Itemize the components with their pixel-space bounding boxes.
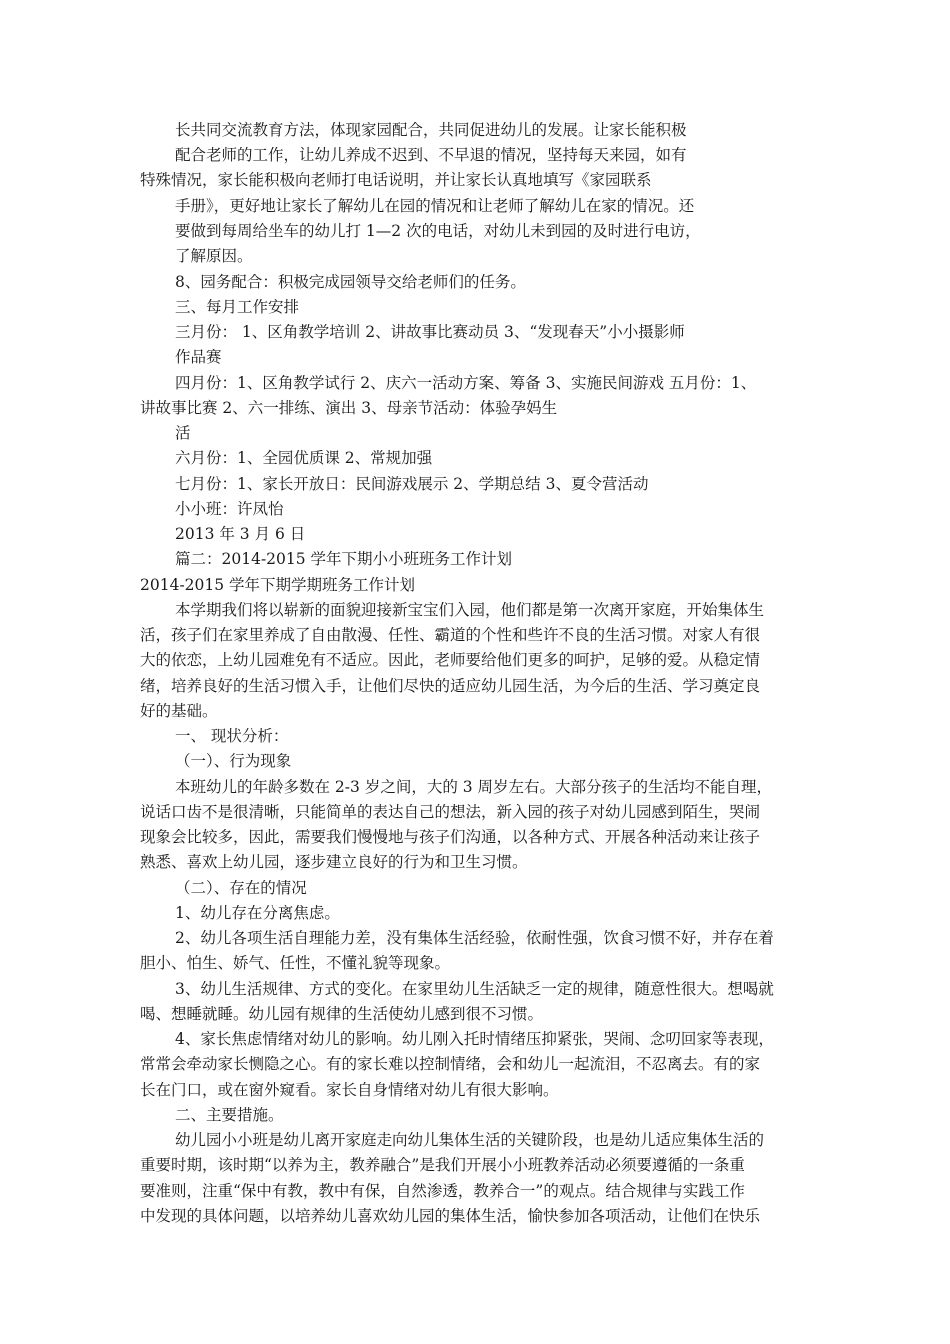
text-line: 大的依恋，上幼儿园难免有不适应。因此，老师要给他们更多的呵护，足够的爱。从稳定情 <box>140 651 761 669</box>
text-line: 好的基础。 <box>140 702 218 720</box>
text-line: 熟悉、喜欢上幼儿园，逐步建立良好的行为和卫生习惯。 <box>140 853 528 871</box>
text-line: 1、幼儿存在分离焦虑。 <box>175 904 340 922</box>
text-line: 说话口齿不是很清晰，只能简单的表达自己的想法，新入园的孩子对幼儿园感到陌生，哭闹 <box>140 803 761 821</box>
text-line: 三月份： 1、区角教学培训 2、讲故事比赛动员 3、“发现春天”小小摄影师 <box>175 323 685 341</box>
text-line: 3、幼儿生活规律、方式的变化。在家里幼儿生活缺乏一定的规律，随意性很大。想喝就 <box>175 980 774 998</box>
text-line: 长在门口，或在窗外窥看。家长自身情绪对幼儿有很大影响。 <box>140 1081 559 1099</box>
text-line: 幼儿园小小班是幼儿离开家庭走向幼儿集体生活的关键阶段，也是幼儿适应集体生活的 <box>175 1131 765 1149</box>
date-line: 2013 年 3 月 6 日 <box>175 525 306 543</box>
text-line: 要做到每周给坐车的幼儿打 1—2 次的电话，对幼儿未到园的及时进行电访， <box>175 222 701 240</box>
text-line: 特殊情况，家长能积极向老师打电话说明，并让家长认真地填写《家园联系 <box>140 171 652 189</box>
text-line: 本学期我们将以崭新的面貌迎接新宝宝们入园，他们都是第一次离开家庭，开始集体生 <box>175 601 765 619</box>
text-line: 六月份：1、全园优质课 2、常规加强 <box>175 449 433 467</box>
document-title: 2014-2015 学年下期学期班务工作计划 <box>140 576 416 594</box>
signature-line: 小小班：许凤怡 <box>175 500 284 518</box>
text-line: 重要时期，该时期“以养为主，教养融合”是我们开展小小班教养活动必须要遵循的一条重 <box>140 1156 745 1174</box>
text-line: 4、家长焦虑情绪对幼儿的影响。幼儿刚入托时情绪压抑紧张，哭闹、念叨回家等表现， <box>175 1030 774 1048</box>
text-line: 本班幼儿的年龄多数在 2-3 岁之间，大的 3 周岁左右。大部分孩子的生活均不能自理， <box>175 778 773 796</box>
subsection-heading: （一）、行为现象 <box>175 752 292 770</box>
text-line: 绪，培养良好的生活习惯入手，让他们尽快的适应幼儿园生活，为今后的生活、学习奠定良 <box>140 677 761 695</box>
text-line: 常常会牵动家长恻隐之心。有的家长难以控制情绪，会和幼儿一起流泪，不忍离去。有的家 <box>140 1055 761 1073</box>
subsection-heading: （二）、存在的情况 <box>175 879 307 897</box>
text-line: 2、幼儿各项生活自理能力差，没有集体生活经验，依耐性强，饮食习惯不好，并存在着 <box>175 929 774 947</box>
text-line: 活 <box>175 424 191 442</box>
text-line: 了解原因。 <box>175 247 253 265</box>
text-line: 胆小、怕生、娇气、任性，不懂礼貌等现象。 <box>140 954 451 972</box>
text-line: 四月份：1、区角教学试行 2、庆六一活动方案、筹备 3、实施民间游戏 五月份：1、 <box>175 374 757 392</box>
text-line: 现象会比较多，因此，需要我们慢慢地与孩子们沟通，以各种方式、开展各种活动来让孩子 <box>140 828 761 846</box>
part-title: 篇二：2014-2015 学年下期小小班班务工作计划 <box>175 550 513 568</box>
section-heading: 一、 现状分析： <box>175 727 289 745</box>
text-line: 活，孩子们在家里养成了自由散漫、任性、霸道的个性和些许不良的生活习惯。对家人有很 <box>140 626 761 644</box>
text-line: 作品赛 <box>175 348 222 366</box>
text-line: 中发现的具体问题，以培养幼儿喜欢幼儿园的集体生活，愉快参加各项活动，让他们在快乐 <box>140 1207 761 1225</box>
section-heading: 二、主要措施。 <box>175 1106 284 1124</box>
text-line: 喝、想睡就睡。幼儿园有规律的生活使幼儿感到很不习惯。 <box>140 1005 544 1023</box>
text-line: 讲故事比赛 2、六一排练、演出 3、母亲节活动：体验孕妈生 <box>140 399 558 417</box>
text-line: 配合老师的工作，让幼儿养成不迟到、不早退的情况，坚持每天来园，如有 <box>175 146 687 164</box>
text-line: 手册》，更好地让家长了解幼儿在园的情况和让老师了解幼儿在家的情况。还 <box>175 197 695 215</box>
text-line: 8、园务配合：积极完成园领导交给老师们的任务。 <box>175 273 526 291</box>
text-line: 七月份：1、家长开放日：民间游戏展示 2、学期总结 3、夏令营活动 <box>175 475 649 493</box>
text-line: 要准则，注重“保中有教，教中有保，自然渗透，教养合一”的观点。结合规律与实践工作 <box>140 1182 745 1200</box>
text-line: 长共同交流教育方法，体现家园配合，共同促进幼儿的发展。让家长能积极 <box>175 121 687 139</box>
section-heading: 三、每月工作安排 <box>175 298 300 316</box>
